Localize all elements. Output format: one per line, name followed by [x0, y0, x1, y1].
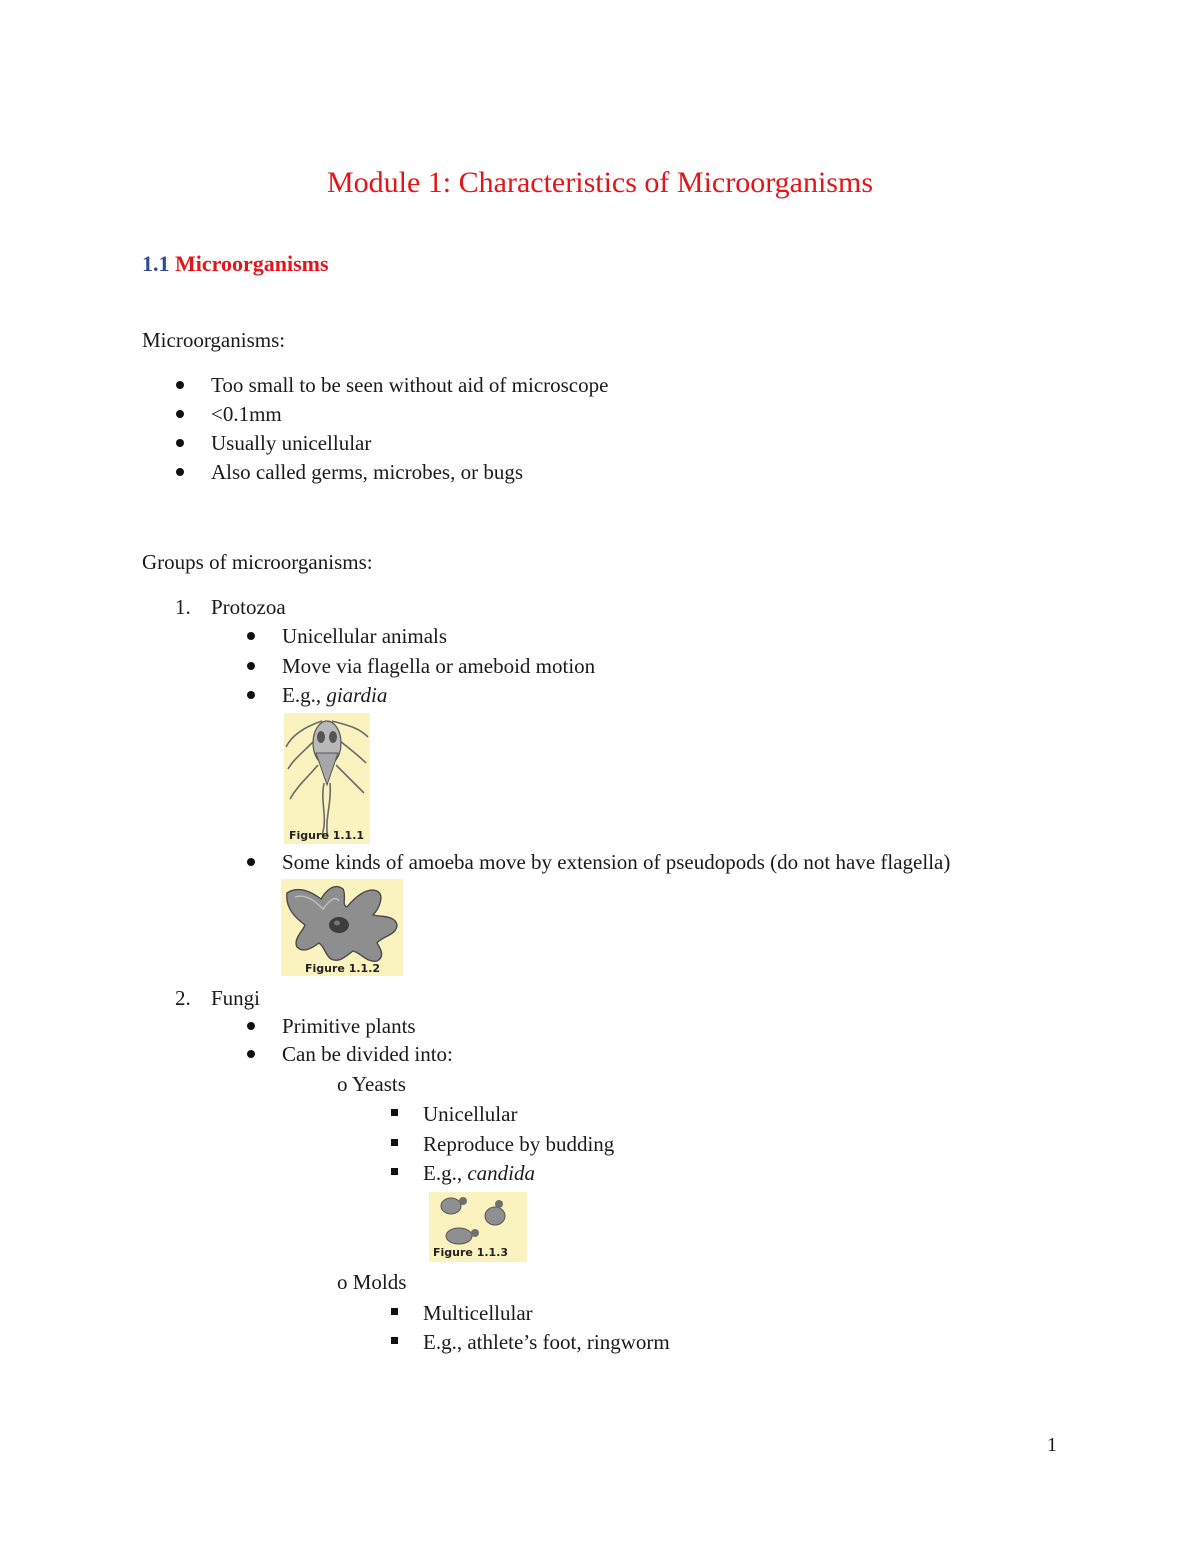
square-bullet-icon — [391, 1337, 398, 1344]
group-number: 1. — [175, 595, 191, 619]
bullet-icon — [176, 468, 184, 476]
section-heading — [142, 251, 329, 277]
figure-caption: Figure 1.1.2 — [305, 962, 381, 975]
list-item: Also called germs, microbes, or bugs — [211, 460, 524, 484]
bullet-icon — [176, 381, 184, 389]
list-item: Unicellular — [423, 1102, 518, 1126]
groups-label: Groups of microorganisms: — [142, 550, 373, 574]
section-number: 1.1 — [142, 251, 170, 276]
list-item: Some kinds of amoeba move by extension of pseudopods (do not have flagella) — [282, 850, 951, 874]
bullet-icon — [176, 439, 184, 447]
group-number: 2. — [175, 986, 191, 1010]
example-italic: giardia — [326, 683, 388, 707]
subgroup-item — [337, 1269, 406, 1295]
page-number: 1 — [1047, 1434, 1057, 1456]
bullet-icon — [247, 858, 255, 866]
page-title: Module 1: Characteristics of Microorganisms — [326, 166, 873, 199]
figure-caption: Figure 1.1.1 — [289, 829, 365, 842]
bullet-icon — [247, 1022, 255, 1030]
list-item: Multicellular — [423, 1301, 533, 1325]
bullet-icon — [247, 691, 255, 699]
group-name: Protozoa — [211, 595, 286, 619]
bullet-icon — [247, 632, 255, 640]
bullet-icon — [176, 410, 184, 418]
circle-marker-icon: o — [337, 1072, 348, 1096]
list-item — [423, 1160, 535, 1186]
example-prefix: E.g., — [282, 683, 327, 707]
example-italic: candida — [467, 1161, 535, 1185]
section-name: Microorganisms — [175, 251, 329, 276]
square-bullet-icon — [391, 1308, 398, 1315]
list-item: <0.1mm — [211, 402, 282, 426]
square-bullet-icon — [391, 1168, 398, 1175]
list-item: Reproduce by budding — [423, 1132, 615, 1156]
subgroup-name: Yeasts — [351, 1072, 406, 1096]
list-item: Unicellular animals — [282, 624, 448, 648]
list-item: Move via flagella or ameboid motion — [282, 654, 596, 678]
square-bullet-icon — [391, 1139, 398, 1146]
bullet-icon — [247, 1050, 255, 1058]
square-bullet-icon — [391, 1109, 398, 1116]
figure-giardia — [284, 713, 370, 844]
intro-label: Microorganisms: — [142, 328, 286, 352]
list-item: Usually unicellular — [211, 431, 372, 455]
figure-amoeba — [281, 879, 403, 976]
list-item — [282, 682, 387, 708]
example-prefix: E.g., — [423, 1161, 468, 1185]
list-item: Primitive plants — [282, 1014, 416, 1038]
group-name: Fungi — [211, 986, 261, 1010]
list-item: E.g., athlete’s foot, ringworm — [423, 1330, 670, 1354]
giardia-illustration — [284, 713, 370, 844]
subgroup-name: Molds — [352, 1270, 407, 1294]
figure-candida — [429, 1192, 527, 1262]
figure-caption: Figure 1.1.3 — [433, 1246, 509, 1259]
subgroup-item — [337, 1071, 406, 1097]
list-item: Can be divided into: — [282, 1042, 453, 1066]
bullet-icon — [247, 662, 255, 670]
list-item: Too small to be seen without aid of microscope — [211, 373, 609, 397]
circle-marker-icon: o — [337, 1270, 348, 1294]
